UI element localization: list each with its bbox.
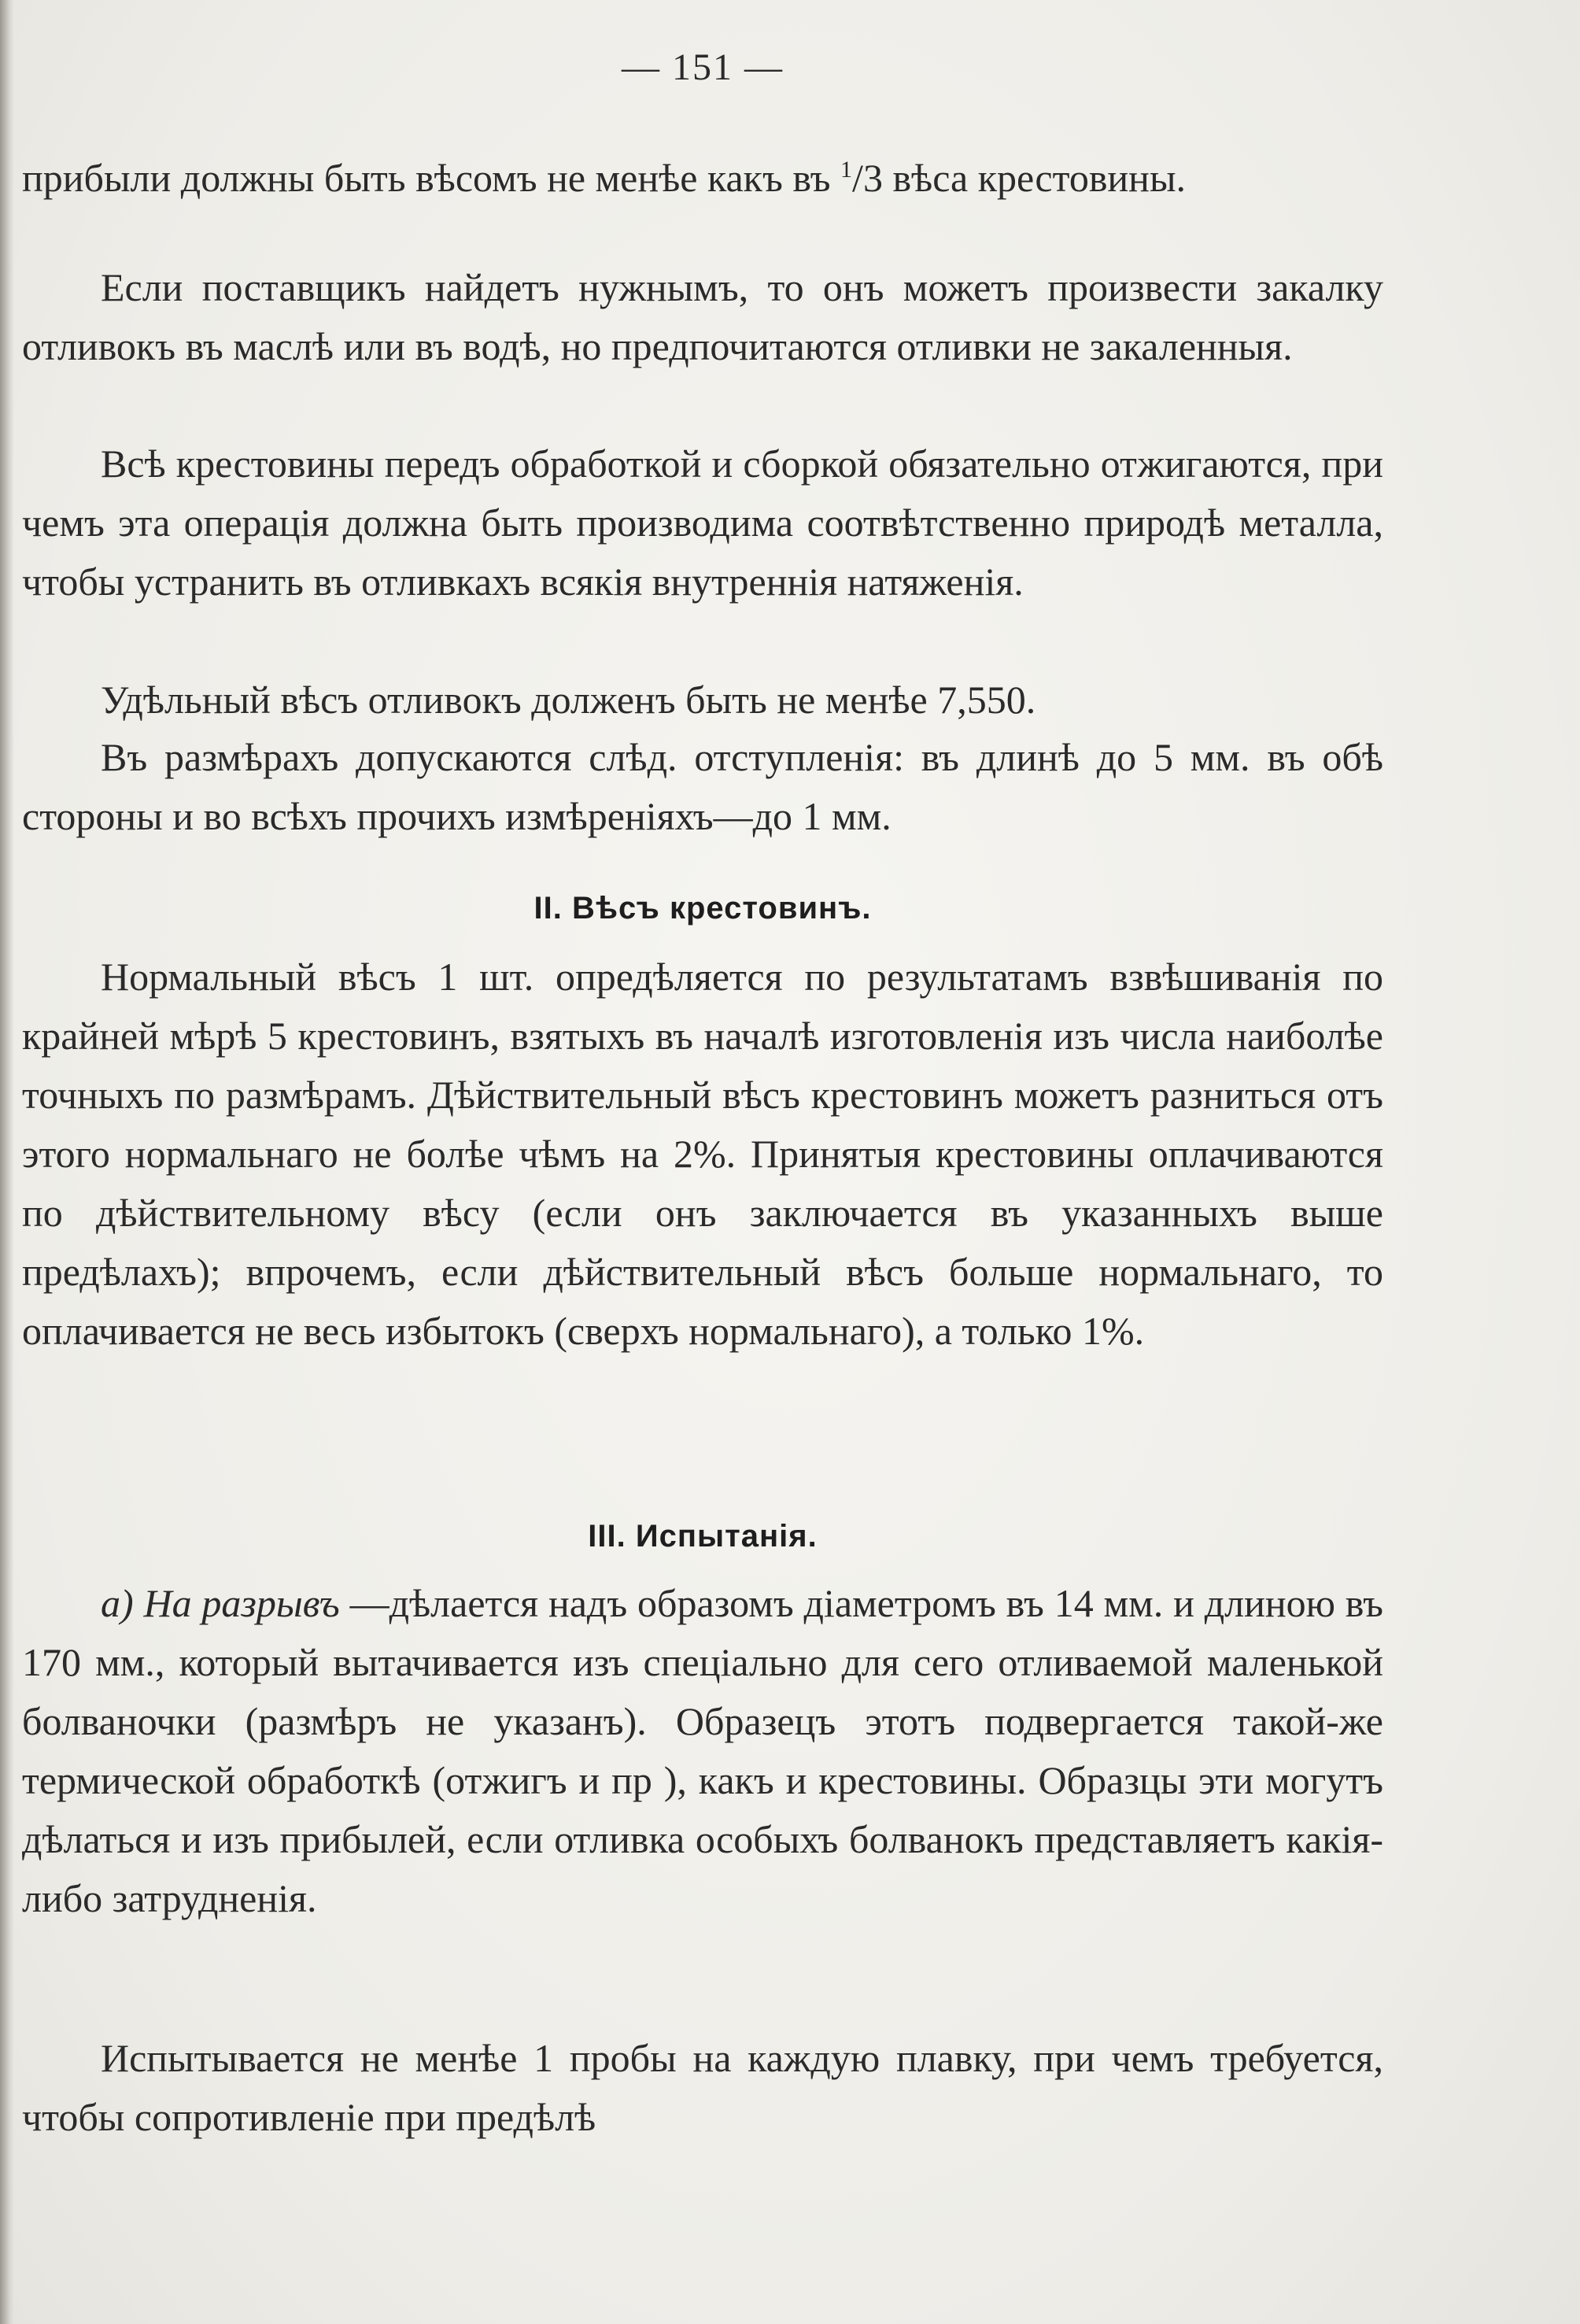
section-heading-3: III. Испытанія. [588,1519,818,1554]
paragraph-3: Всѣ крестовины передъ обработкой и сборкой обязательно отжигаются, при чемъ эта операція должна быть производима соотвѣтственно природѣ металла, чтобы устранить въ отливкахъ всякія внутреннія натяженія. [22,442,1383,604]
paragraph-4: Удѣльный вѣсъ отливокъ долженъ быть не менѣе 7,550. [101,678,1036,722]
paragraph-1-end: вѣса крестовины. [882,156,1187,200]
fraction-denominator: /3 [852,156,883,200]
paragraph-1 [22,140,1383,208]
paragraph-2: Если поставщикъ найдетъ нужнымъ, то онъ можетъ произвести закалку отливокъ въ маслѣ или въ водѣ, но предпочитаются отливки не закаленныя. [22,265,1383,368]
section-heading-2: II. Вѣсъ крестовинъ. [533,891,872,926]
test-label: а) На разрывъ [101,1581,340,1625]
paragraph-5: Въ размѣрахъ допускаются слѣд. отступленія: въ длинѣ до 5 мм. въ обѣ стороны и во всѣхъ прочихъ измѣреніяхъ—до 1 мм. [22,735,1383,838]
book-spine-shadow [0,0,14,2324]
paragraph-1-start: прибыли должны быть вѣсомъ не менѣе какъ въ [22,156,841,200]
paragraph-7 [22,1574,1383,1928]
fraction-numerator: 1 [840,157,853,183]
paragraph-8: Испытывается не менѣе 1 пробы на каждую плавку, при чемъ требуется, чтобы сопротивленіе при предѣлѣ [22,2036,1383,2139]
page-number: — 151 — [622,46,784,88]
paragraph-7-text: —дѣлается надъ образомъ діаметромъ въ 14 мм. и длиною въ 170 мм., который вытачивается изъ спеціально для сего отливаемой маленькой болваночки (размѣръ не указанъ). Образецъ этотъ подвергается такой-же термической обработкѣ (отжигъ и пр ), какъ и крестовины. Образцы эти могутъ дѣлаться и изъ прибылей, если отливка особыхъ болванокъ представляетъ какія-либо затрудненія. [22,1581,1384,1920]
paragraph-6: Нормальный вѣсъ 1 шт. опредѣляется по результатамъ взвѣшиванія по крайней мѣрѣ 5 крестовинъ, взятыхъ въ началѣ изготовленія изъ числа наиболѣе точныхъ по размѣрамъ. Дѣйствительный вѣсъ крестовинъ можетъ разниться отъ этого нормальнаго не болѣе чѣмъ на 2%. Принятыя крестовины оплачиваются по дѣйствительному вѣсу (если онъ заключается въ указанныхъ выше предѣлахъ); впрочемъ, если дѣйствительный вѣсъ больше нормальнаго, то оплачивается не весь избытокъ (сверхъ нормальнаго), а только 1%. [22,955,1383,1353]
